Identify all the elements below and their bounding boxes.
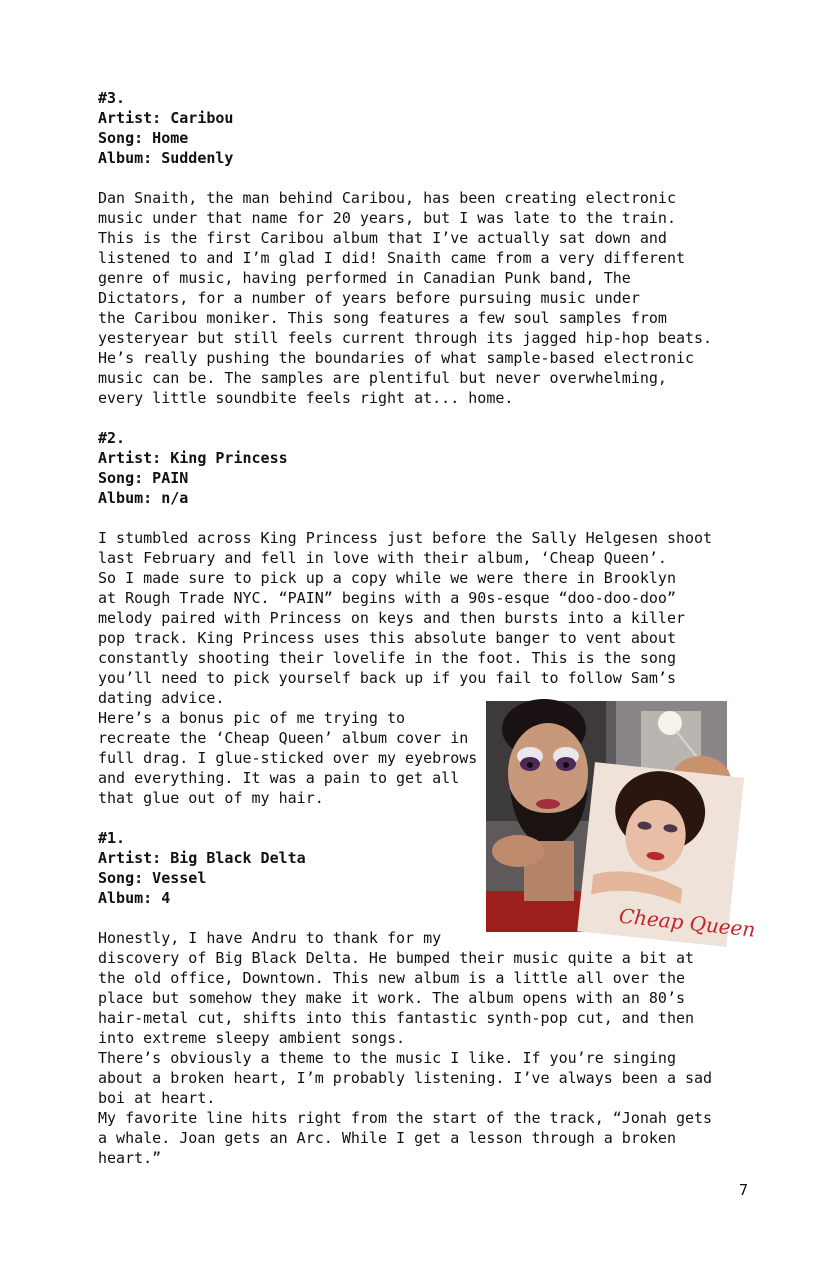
entry-2-album: Album: n/a (98, 489, 189, 507)
entry-2-body-line: you’ll need to pick yourself back up if you fail to follow Sam’s (98, 669, 676, 687)
entry-1-song: Song: Vessel (98, 869, 207, 887)
entry-1-body-line: hair-metal cut, shifts into this fantastic synth-pop cut, and then (98, 1009, 695, 1027)
entry-1-body-line: Honestly, I have Andru to thank for my (98, 929, 442, 947)
entry-3-body-line: every little soundbite feels right at... home. (98, 389, 514, 407)
entry-2-body-line: So I made sure to pick up a copy while we were there in Brooklyn (98, 569, 676, 587)
entry-2-body-line: constantly shooting their lovelife in the foot. This is the song (98, 649, 676, 667)
entry-3-album: Album: Suddenly (98, 149, 234, 167)
entry-2-artist: Artist: King Princess (98, 449, 288, 467)
entry-1-body-line: discovery of Big Black Delta. He bumped their music quite a bit at (98, 949, 695, 967)
page-number: 7 (738, 1181, 748, 1199)
entry-2-body-line: and everything. It was a pain to get all (98, 769, 460, 787)
entry-3-body-line: yesteryear but still feels current through its jagged hip-hop beats. (98, 329, 713, 347)
entry-3-body-line: He’s really pushing the boundaries of what sample-based electronic (98, 349, 695, 367)
entry-2-body-line: Here’s a bonus pic of me trying to (98, 709, 406, 727)
entry-1-body-line: a whale. Joan gets an Arc. While I get a lesson through a broken (98, 1129, 676, 1147)
entry-3-body-line: music can be. The samples are plentiful but never overwhelming, (98, 369, 667, 387)
entry-1-body-line: into extreme sleepy ambient songs. (98, 1029, 406, 1047)
photo-of-person-holding-cheap-queen-album-icon (486, 701, 757, 942)
entry-1-body-line: about a broken heart, I’m probably listening. I’ve always been a sad (98, 1069, 713, 1087)
entry-1-album: Album: 4 (98, 889, 171, 907)
entry-3-body-line: This is the first Caribou album that I’ve actually sat down and (98, 229, 667, 247)
drag-photo (486, 701, 757, 942)
entry-1-body-line: There’s obviously a theme to the music I like. If you’re singing (98, 1049, 676, 1067)
entry-1-rank: #1. (98, 829, 126, 847)
entry-2-body-line: that glue out of my hair. (98, 789, 324, 807)
entry-3-artist: Artist: Caribou (98, 109, 234, 127)
entry-2-body-line: dating advice. (98, 689, 225, 707)
entry-3-body-line: Dictators, for a number of years before pursuing music under (98, 289, 640, 307)
entry-1-body-line: My favorite line hits right from the start of the track, “Jonah gets (98, 1109, 713, 1127)
entry-3-body-line: listened to and I’m glad I did! Snaith came from a very different (98, 249, 685, 267)
entry-2-body-line: pop track. King Princess uses this absolute banger to vent about (98, 629, 676, 647)
entry-3-rank: #3. (98, 89, 126, 107)
entry-2-body-line: recreate the ‘Cheap Queen’ album cover in (98, 729, 469, 747)
entry-2-body-line: full drag. I glue-sticked over my eyebrows (98, 749, 478, 767)
entry-3-body-line: genre of music, having performed in Canadian Punk band, The (98, 269, 631, 287)
entry-3-body-line: Dan Snaith, the man behind Caribou, has been creating electronic (98, 189, 676, 207)
entry-2-body-line: I stumbled across King Princess just before the Sally Helgesen shoot (98, 529, 713, 547)
entry-1-body-line: boi at heart. (98, 1089, 216, 1107)
entry-1-body-line: the old office, Downtown. This new album is a little all over the (98, 969, 685, 987)
entry-2-song: Song: PAIN (98, 469, 189, 487)
entry-2-body-line: melody paired with Princess on keys and then bursts into a killer (98, 609, 685, 627)
entry-2-rank: #2. (98, 429, 126, 447)
entry-3-body-line: music under that name for 20 years, but I was late to the train. (98, 209, 676, 227)
entry-1-artist: Artist: Big Black Delta (98, 849, 306, 867)
album-cover-title: Cheap Queen (617, 903, 757, 942)
entry-1-body-line: heart.” (98, 1149, 162, 1167)
entry-3-song: Song: Home (98, 129, 189, 147)
entry-1-body-line: place but somehow they make it work. The album opens with an 80’s (98, 989, 685, 1007)
entry-3-body-line: the Caribou moniker. This song features a few soul samples from (98, 309, 667, 327)
entry-2-body-line: at Rough Trade NYC. “PAIN” begins with a 90s-esque “doo-doo-doo” (98, 589, 676, 607)
entry-2-body-line: last February and fell in love with their album, ‘Cheap Queen’. (98, 549, 667, 567)
